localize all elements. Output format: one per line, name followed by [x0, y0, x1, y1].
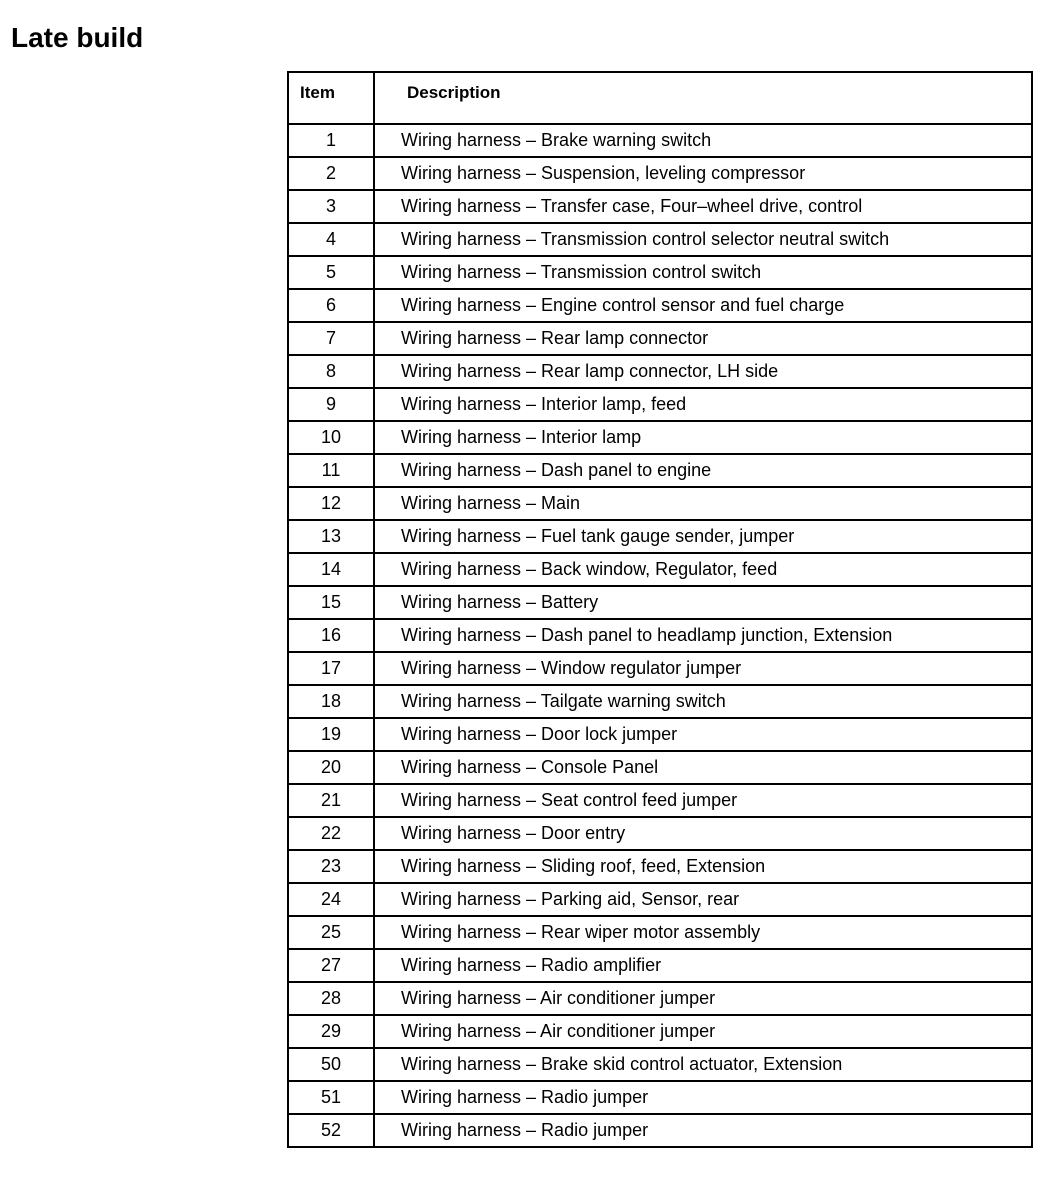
item-number: 50 — [288, 1048, 374, 1081]
item-number: 20 — [288, 751, 374, 784]
item-number: 3 — [288, 190, 374, 223]
table-row — [288, 751, 1032, 784]
table-row — [288, 883, 1032, 916]
item-description: Wiring harness – Radio amplifier — [374, 949, 1032, 982]
table-row — [288, 1015, 1032, 1048]
item-description: Wiring harness – Tailgate warning switch — [374, 685, 1032, 718]
table-header-row — [288, 72, 1032, 124]
table-row — [288, 157, 1032, 190]
table-row — [288, 355, 1032, 388]
table-row — [288, 190, 1032, 223]
item-number: 15 — [288, 586, 374, 619]
table-row — [288, 916, 1032, 949]
table-row — [288, 652, 1032, 685]
table-row — [288, 322, 1032, 355]
item-description: Wiring harness – Radio jumper — [374, 1114, 1032, 1147]
table-row — [288, 949, 1032, 982]
item-number: 17 — [288, 652, 374, 685]
item-description: Wiring harness – Back window, Regulator, feed — [374, 553, 1032, 586]
item-number: 8 — [288, 355, 374, 388]
item-description: Wiring harness – Console Panel — [374, 751, 1032, 784]
item-description: Wiring harness – Interior lamp, feed — [374, 388, 1032, 421]
item-number: 11 — [288, 454, 374, 487]
table-row — [288, 388, 1032, 421]
item-description: Wiring harness – Air conditioner jumper — [374, 982, 1032, 1015]
table-row — [288, 982, 1032, 1015]
item-number: 21 — [288, 784, 374, 817]
table-row — [288, 289, 1032, 322]
table-row — [288, 421, 1032, 454]
item-description: Wiring harness – Dash panel to engine — [374, 454, 1032, 487]
item-description: Wiring harness – Rear lamp connector — [374, 322, 1032, 355]
item-number: 1 — [288, 124, 374, 157]
item-number: 16 — [288, 619, 374, 652]
column-header-item: Item — [288, 72, 374, 124]
table-row — [288, 586, 1032, 619]
item-description: Wiring harness – Parking aid, Sensor, rear — [374, 883, 1032, 916]
item-description: Wiring harness – Main — [374, 487, 1032, 520]
table-row — [288, 817, 1032, 850]
item-description: Wiring harness – Engine control sensor and fuel charge — [374, 289, 1032, 322]
item-number: 25 — [288, 916, 374, 949]
table-row — [288, 1048, 1032, 1081]
item-description: Wiring harness – Window regulator jumper — [374, 652, 1032, 685]
table-row — [288, 718, 1032, 751]
parts-table — [287, 71, 1033, 1148]
item-number: 51 — [288, 1081, 374, 1114]
table-row — [288, 685, 1032, 718]
item-description: Wiring harness – Dash panel to headlamp junction, Extension — [374, 619, 1032, 652]
item-number: 24 — [288, 883, 374, 916]
item-number: 19 — [288, 718, 374, 751]
item-number: 29 — [288, 1015, 374, 1048]
table-row — [288, 454, 1032, 487]
item-number: 14 — [288, 553, 374, 586]
item-number: 13 — [288, 520, 374, 553]
table-row — [288, 619, 1032, 652]
table-row — [288, 784, 1032, 817]
item-number: 2 — [288, 157, 374, 190]
item-number: 4 — [288, 223, 374, 256]
item-description: Wiring harness – Rear lamp connector, LH side — [374, 355, 1032, 388]
item-number: 23 — [288, 850, 374, 883]
item-number: 28 — [288, 982, 374, 1015]
item-description: Wiring harness – Radio jumper — [374, 1081, 1032, 1114]
item-description: Wiring harness – Door entry — [374, 817, 1032, 850]
page-title: Late build — [11, 22, 144, 53]
item-number: 12 — [288, 487, 374, 520]
table-row — [288, 223, 1032, 256]
item-description: Wiring harness – Transmission control switch — [374, 256, 1032, 289]
item-description: Wiring harness – Transmission control selector neutral switch — [374, 223, 1032, 256]
item-description: Wiring harness – Rear wiper motor assembly — [374, 916, 1032, 949]
item-description: Wiring harness – Transfer case, Four–wheel drive, control — [374, 190, 1032, 223]
item-number: 7 — [288, 322, 374, 355]
item-number: 18 — [288, 685, 374, 718]
table-row — [288, 1081, 1032, 1114]
column-header-description: Description — [374, 72, 1032, 124]
item-number: 27 — [288, 949, 374, 982]
table-row — [288, 256, 1032, 289]
item-description: Wiring harness – Brake skid control actuator, Extension — [374, 1048, 1032, 1081]
item-description: Wiring harness – Sliding roof, feed, Extension — [374, 850, 1032, 883]
table-row — [288, 487, 1032, 520]
item-number: 22 — [288, 817, 374, 850]
item-number: 10 — [288, 421, 374, 454]
item-description: Wiring harness – Battery — [374, 586, 1032, 619]
item-number: 9 — [288, 388, 374, 421]
item-description: Wiring harness – Door lock jumper — [374, 718, 1032, 751]
table-row — [288, 520, 1032, 553]
item-description: Wiring harness – Fuel tank gauge sender, jumper — [374, 520, 1032, 553]
item-description: Wiring harness – Brake warning switch — [374, 124, 1032, 157]
item-number: 6 — [288, 289, 374, 322]
table-row — [288, 1114, 1032, 1147]
item-description: Wiring harness – Suspension, leveling compressor — [374, 157, 1032, 190]
item-number: 5 — [288, 256, 374, 289]
table-row — [288, 553, 1032, 586]
table-body — [288, 124, 1032, 1147]
item-number: 52 — [288, 1114, 374, 1147]
table-row — [288, 124, 1032, 157]
item-description: Wiring harness – Interior lamp — [374, 421, 1032, 454]
item-description: Wiring harness – Seat control feed jumper — [374, 784, 1032, 817]
table-row — [288, 850, 1032, 883]
item-description: Wiring harness – Air conditioner jumper — [374, 1015, 1032, 1048]
